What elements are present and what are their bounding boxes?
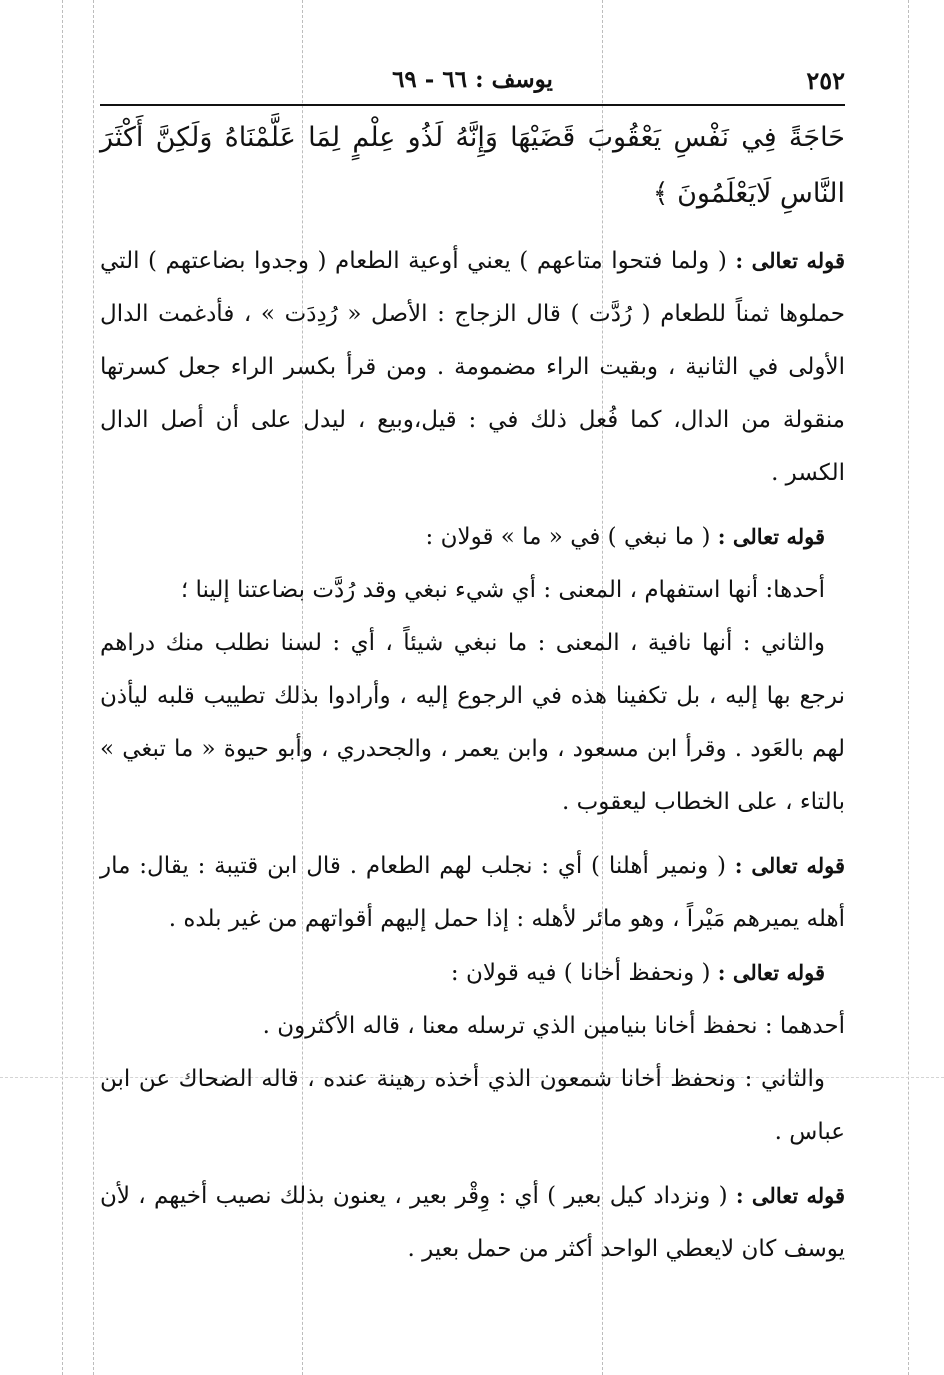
paragraph-text: ( ونمير أهلنا ) أي : نجلب لهم الطعام . قال ابن قتيبة : يقال: مار أهله يميرهم مَيْراً ، وهو مائر لأهله : إذا حمل إليهم أقواتهم من غير بلده . [100, 853, 845, 932]
page-header [100, 60, 845, 106]
paragraph-text: أحدها: أنها استفهام ، المعنى : أي شيء نبغي وقد رُدَّت بضاعتنا إلينا ؛ [180, 577, 825, 603]
paragraph-lead: قوله تعالى : [734, 853, 845, 878]
scan-guide-line [93, 0, 94, 1375]
commentary-paragraph [100, 510, 845, 564]
commentary-paragraph [100, 617, 845, 829]
commentary-paragraph [100, 839, 845, 946]
commentary-paragraph [100, 234, 845, 500]
paragraph-text: ( ونحفظ أخانا ) فيه قولان : [450, 960, 718, 986]
quran-verse: حَاجَةً فِي نَفْسِ يَعْقُوبَ قَضَيْهَا وَإِنَّهُ لَذُو عِلْمٍ لِمَا عَلَّمْنَاهُ وَلَكِنَّ أَكْثَرَ النَّاسِ لَايَعْلَمُونَ ﴾ [100, 122, 845, 209]
paragraph-text: والثاني : ونحفظ أخانا شمعون الذي أخذه رهينة عنده ، قاله الضحاك عن ابن عباس . [100, 1066, 845, 1145]
paragraph-lead: قوله تعالى : [735, 1183, 845, 1208]
paragraph-lead: قوله تعالى : [717, 960, 825, 985]
commentary-paragraph [100, 946, 845, 1000]
scan-guide-line [62, 0, 63, 1375]
running-title: يوسف : ٦٦ - ٦٩ [392, 66, 553, 93]
commentary-paragraph [100, 1000, 845, 1053]
paragraph-text: ( ونزداد كيل بعير ) أي : وِقْر بعير ، يعنون بذلك نصيب أخيهم ، لأن يوسف كان لايعطي الواحد أكثر من حمل بعير . [100, 1183, 845, 1262]
paragraph-lead: قوله تعالى : [717, 524, 825, 549]
paragraph-text: والثاني : أنها نافية ، المعنى : ما نبغي شيئاً ، أي : لسنا نطلب منك دراهم نرجع بها إليه ، بل تكفينا هذه في الرجوع إليه ، وأرادوا بذلك تطييب قلبه ليأذن لهم بالعَود . وقرأ ابن مسعود ، وابن يعمر ، والجحدري ، وأبو حيوة « ما تبغي » بالتاء ، على الخطاب ليعقوب . [100, 630, 845, 815]
page-number: ٢٥٢ [806, 66, 845, 95]
paragraph-lead: قوله تعالى : [735, 248, 845, 273]
commentary-paragraph [100, 1053, 845, 1159]
book-page [100, 60, 845, 1276]
commentary-paragraph [100, 1169, 845, 1276]
paragraph-text: ( ولما فتحوا متاعهم ) يعني أوعية الطعام ( وجدوا بضاعتهم ) التي حملوها ثمناً للطعام ( رُدَّت ) قال الزجاج : الأصل « رُدِدَت » ، فأدغمت الدال الأولى في الثانية ، وبقيت الراء مضمومة . ومن قرأ بكسر الراء جعل كسرتها منقولة من الدال، كما فُعل ذلك في : قيل،وبيع ، ليدل على أن أصل الدال الكسر . [100, 248, 845, 486]
scan-guide-line [908, 0, 909, 1375]
paragraph-text: أحدهما : نحفظ أخانا بنيامين الذي ترسله معنا ، قاله الأكثرون . [262, 1013, 845, 1039]
commentary-paragraph [100, 564, 845, 617]
paragraph-text: ( ما نبغي ) في « ما » قولان : [425, 524, 718, 550]
